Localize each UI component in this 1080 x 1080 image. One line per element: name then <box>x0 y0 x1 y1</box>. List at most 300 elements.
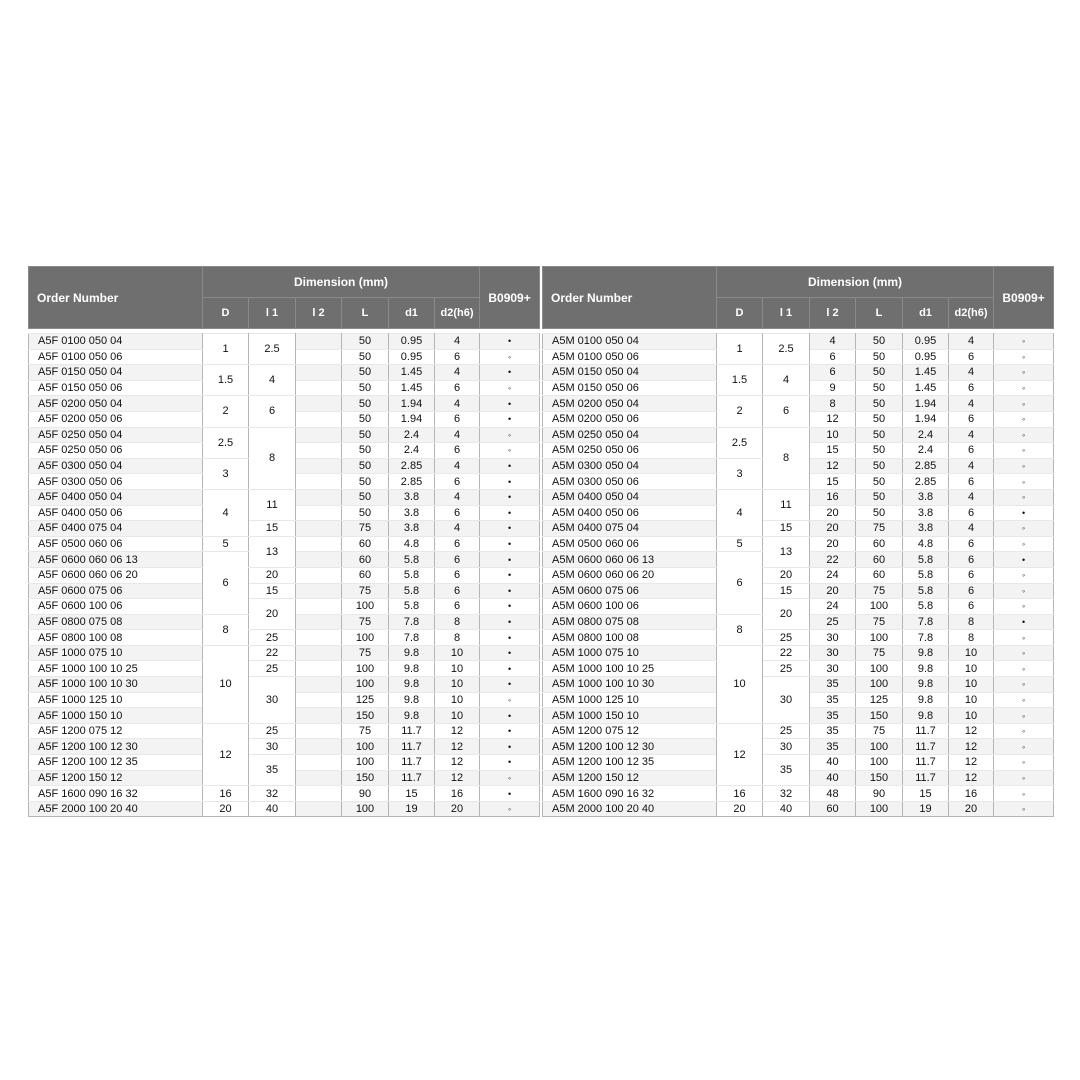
order-number-cell: A5M 0300 050 04 <box>543 458 717 474</box>
order-number-cell: A5F 0400 050 04 <box>29 489 203 505</box>
d2-cell: 4 <box>435 521 480 537</box>
d1-cell: 9.8 <box>903 677 949 693</box>
order-number-cell: A5F 0300 050 04 <box>29 458 203 474</box>
d1-cell: 9.8 <box>389 677 435 693</box>
table-row <box>29 365 540 381</box>
l1-cell: 25 <box>249 723 296 739</box>
order-number-cell: A5F 1600 090 16 32 <box>29 786 203 802</box>
l1-cell: 22 <box>763 645 810 661</box>
col-L-header: L <box>342 298 389 329</box>
availability-cell: • <box>480 599 540 615</box>
table-row <box>29 677 540 693</box>
table-row <box>543 786 1054 802</box>
d1-cell: 11.7 <box>903 770 949 786</box>
L-cell: 125 <box>856 692 903 708</box>
d1-cell: 11.7 <box>389 739 435 755</box>
D-cell: 16 <box>203 786 249 802</box>
availability-cell: • <box>480 583 540 599</box>
order-number-cell: A5F 1000 075 10 <box>29 645 203 661</box>
D-cell: 1.5 <box>717 365 763 396</box>
order-number-cell: A5F 1200 075 12 <box>29 723 203 739</box>
d1-cell: 1.94 <box>389 396 435 412</box>
l1-cell: 32 <box>249 786 296 802</box>
order-number-cell: A5F 0600 060 06 20 <box>29 567 203 583</box>
order-number-cell: A5F 0200 050 06 <box>29 411 203 427</box>
d1-cell: 0.95 <box>389 349 435 365</box>
table-row <box>29 567 540 583</box>
availability-cell: • <box>480 755 540 771</box>
order-number-cell: A5M 0600 060 06 20 <box>543 567 717 583</box>
L-cell: 100 <box>342 661 389 677</box>
table-row <box>29 801 540 817</box>
D-cell: 6 <box>717 552 763 614</box>
col-l1-header: l 1 <box>249 298 296 329</box>
d1-cell: 3.8 <box>903 489 949 505</box>
availability-cell: • <box>480 645 540 661</box>
d1-cell: 4.8 <box>389 536 435 552</box>
order-number-cell: A5M 1200 100 12 35 <box>543 755 717 771</box>
d2-cell: 6 <box>435 599 480 615</box>
l2-cell: 15 <box>810 443 856 459</box>
D-cell: 3 <box>717 458 763 489</box>
l2-cell: 4 <box>810 334 856 350</box>
availability-cell: ◦ <box>994 474 1054 490</box>
L-cell: 50 <box>856 349 903 365</box>
d2-cell: 10 <box>435 645 480 661</box>
l2-cell <box>296 614 342 630</box>
order-number-cell: A5M 0250 050 04 <box>543 427 717 443</box>
l1-cell: 6 <box>763 396 810 427</box>
l2-cell <box>296 411 342 427</box>
L-cell: 100 <box>856 661 903 677</box>
d2-cell: 6 <box>949 599 994 615</box>
d2-cell: 12 <box>949 755 994 771</box>
availability-cell: • <box>480 708 540 724</box>
l2-cell <box>296 661 342 677</box>
L-cell: 50 <box>342 334 389 350</box>
availability-cell: ◦ <box>480 427 540 443</box>
col-d2-header: d2(h6) <box>435 298 480 329</box>
L-cell: 90 <box>856 786 903 802</box>
D-cell: 6 <box>203 552 249 614</box>
l2-cell <box>296 567 342 583</box>
d2-cell: 8 <box>435 630 480 646</box>
d2-cell: 4 <box>949 365 994 381</box>
d1-cell: 3.8 <box>389 505 435 521</box>
l1-cell: 11 <box>763 489 810 520</box>
l1-cell: 6 <box>249 396 296 427</box>
L-cell: 150 <box>342 770 389 786</box>
l2-cell: 48 <box>810 786 856 802</box>
table-row <box>543 583 1054 599</box>
availability-cell: • <box>480 567 540 583</box>
l1-cell: 40 <box>763 801 810 817</box>
d2-cell: 4 <box>949 427 994 443</box>
order-number-cell: A5F 1000 100 10 25 <box>29 661 203 677</box>
order-number-cell: A5M 1000 075 10 <box>543 645 717 661</box>
d1-cell: 15 <box>903 786 949 802</box>
D-cell: 2.5 <box>203 427 249 458</box>
d2-cell: 8 <box>949 630 994 646</box>
availability-cell: • <box>480 489 540 505</box>
L-cell: 100 <box>342 630 389 646</box>
d1-cell: 3.8 <box>389 521 435 537</box>
d1-cell: 2.85 <box>389 458 435 474</box>
d1-cell: 7.8 <box>903 614 949 630</box>
D-cell: 4 <box>717 489 763 536</box>
L-cell: 75 <box>856 583 903 599</box>
table-row <box>543 521 1054 537</box>
d2-cell: 6 <box>435 567 480 583</box>
table-row <box>543 630 1054 646</box>
L-cell: 100 <box>856 599 903 615</box>
table-row <box>543 427 1054 443</box>
l2-cell <box>296 380 342 396</box>
l2-cell: 24 <box>810 599 856 615</box>
D-cell: 8 <box>203 614 249 645</box>
table-row <box>29 786 540 802</box>
table-row <box>29 755 540 771</box>
D-cell: 12 <box>203 723 249 785</box>
l2-cell: 25 <box>810 614 856 630</box>
availability-cell: ◦ <box>994 661 1054 677</box>
order-number-cell: A5F 0150 050 06 <box>29 380 203 396</box>
l1-cell: 15 <box>763 521 810 537</box>
order-number-cell: A5M 0800 100 08 <box>543 630 717 646</box>
d2-cell: 12 <box>435 770 480 786</box>
d2-cell: 4 <box>435 427 480 443</box>
table-row <box>543 801 1054 817</box>
availability-cell: ◦ <box>994 801 1054 817</box>
l2-cell: 8 <box>810 396 856 412</box>
l1-cell: 13 <box>249 536 296 567</box>
availability-cell: • <box>480 396 540 412</box>
L-cell: 100 <box>856 755 903 771</box>
d1-cell: 11.7 <box>903 723 949 739</box>
L-cell: 50 <box>856 489 903 505</box>
L-cell: 100 <box>342 801 389 817</box>
order-number-cell: A5F 2000 100 20 40 <box>29 801 203 817</box>
L-cell: 150 <box>856 770 903 786</box>
l1-cell: 30 <box>763 739 810 755</box>
l2-cell: 12 <box>810 458 856 474</box>
l2-cell <box>296 443 342 459</box>
availability-cell: ◦ <box>994 786 1054 802</box>
l1-cell: 25 <box>763 723 810 739</box>
L-cell: 50 <box>856 411 903 427</box>
l1-cell: 20 <box>249 567 296 583</box>
table-row <box>29 630 540 646</box>
d1-cell: 19 <box>903 801 949 817</box>
table-row <box>29 427 540 443</box>
order-number-cell: A5M 0500 060 06 <box>543 536 717 552</box>
d1-cell: 2.4 <box>903 427 949 443</box>
dimension-header: Dimension (mm) <box>203 267 480 298</box>
l1-cell: 8 <box>763 427 810 489</box>
table-row <box>29 645 540 661</box>
table-row <box>543 739 1054 755</box>
L-cell: 50 <box>342 427 389 443</box>
d2-cell: 6 <box>435 552 480 568</box>
l2-cell <box>296 458 342 474</box>
availability-cell: ◦ <box>994 536 1054 552</box>
l2-cell <box>296 599 342 615</box>
d1-cell: 1.45 <box>389 380 435 396</box>
D-cell: 2.5 <box>717 427 763 458</box>
D-cell: 10 <box>203 645 249 723</box>
availability-header: B0909+ <box>480 267 540 329</box>
L-cell: 50 <box>856 427 903 443</box>
l1-cell: 32 <box>763 786 810 802</box>
col-l2-header: l 2 <box>296 298 342 329</box>
L-cell: 100 <box>342 599 389 615</box>
availability-cell: • <box>480 505 540 521</box>
availability-cell: ◦ <box>994 770 1054 786</box>
d2-cell: 6 <box>949 349 994 365</box>
d2-cell: 6 <box>949 443 994 459</box>
L-cell: 100 <box>856 801 903 817</box>
d2-cell: 4 <box>435 334 480 350</box>
table-row <box>29 536 540 552</box>
d2-cell: 6 <box>435 380 480 396</box>
l2-cell: 6 <box>810 349 856 365</box>
availability-cell: • <box>480 334 540 350</box>
d2-cell: 6 <box>949 380 994 396</box>
d1-cell: 5.8 <box>903 567 949 583</box>
order-number-cell: A5F 1000 150 10 <box>29 708 203 724</box>
D-cell: 20 <box>203 801 249 817</box>
order-number-cell: A5M 1000 150 10 <box>543 708 717 724</box>
availability-cell: ◦ <box>994 521 1054 537</box>
L-cell: 100 <box>856 739 903 755</box>
d2-cell: 12 <box>435 755 480 771</box>
order-number-cell: A5M 0400 050 06 <box>543 505 717 521</box>
order-number-cell: A5F 0400 050 06 <box>29 505 203 521</box>
d2-cell: 6 <box>949 505 994 521</box>
L-cell: 75 <box>856 723 903 739</box>
D-cell: 1.5 <box>203 365 249 396</box>
L-cell: 125 <box>342 692 389 708</box>
order-number-cell: A5M 2000 100 20 40 <box>543 801 717 817</box>
L-cell: 50 <box>856 458 903 474</box>
d1-cell: 9.8 <box>389 708 435 724</box>
availability-cell: ◦ <box>994 630 1054 646</box>
d1-cell: 9.8 <box>389 692 435 708</box>
availability-header: B0909+ <box>994 267 1054 329</box>
l1-cell: 4 <box>249 365 296 396</box>
D-cell: 1 <box>717 334 763 365</box>
d2-cell: 10 <box>435 708 480 724</box>
order-number-cell: A5M 0400 050 04 <box>543 489 717 505</box>
availability-cell: • <box>480 723 540 739</box>
col-L-header: L <box>856 298 903 329</box>
d2-cell: 6 <box>949 474 994 490</box>
order-number-cell: A5M 1200 075 12 <box>543 723 717 739</box>
l2-cell: 9 <box>810 380 856 396</box>
l1-cell: 35 <box>763 755 810 786</box>
order-number-cell: A5M 1200 150 12 <box>543 770 717 786</box>
d1-cell: 9.8 <box>903 692 949 708</box>
d2-cell: 10 <box>949 708 994 724</box>
L-cell: 50 <box>856 334 903 350</box>
table-row <box>543 536 1054 552</box>
d1-cell: 5.8 <box>903 583 949 599</box>
d1-cell: 3.8 <box>389 489 435 505</box>
order-number-header: Order Number <box>543 267 717 329</box>
order-number-cell: A5M 0200 050 04 <box>543 396 717 412</box>
d1-cell: 0.95 <box>903 334 949 350</box>
d2-cell: 12 <box>435 739 480 755</box>
d2-cell: 6 <box>949 567 994 583</box>
d2-cell: 20 <box>949 801 994 817</box>
l2-cell <box>296 349 342 365</box>
d1-cell: 5.8 <box>903 552 949 568</box>
l2-cell <box>296 521 342 537</box>
col-d2-header: d2(h6) <box>949 298 994 329</box>
availability-cell: ◦ <box>480 770 540 786</box>
order-number-cell: A5F 0600 060 06 13 <box>29 552 203 568</box>
l2-cell: 12 <box>810 411 856 427</box>
d2-cell: 10 <box>435 661 480 677</box>
l2-cell <box>296 770 342 786</box>
L-cell: 50 <box>856 380 903 396</box>
l2-cell <box>296 536 342 552</box>
D-cell: 3 <box>203 458 249 489</box>
availability-cell: ◦ <box>994 443 1054 459</box>
availability-cell: ◦ <box>994 411 1054 427</box>
d1-cell: 0.95 <box>903 349 949 365</box>
order-number-cell: A5M 1200 100 12 30 <box>543 739 717 755</box>
D-cell: 5 <box>717 536 763 552</box>
d2-cell: 4 <box>435 489 480 505</box>
availability-cell: ◦ <box>994 380 1054 396</box>
order-number-cell: A5M 0300 050 06 <box>543 474 717 490</box>
l2-cell: 20 <box>810 536 856 552</box>
L-cell: 50 <box>342 505 389 521</box>
d1-cell: 1.45 <box>903 380 949 396</box>
order-number-cell: A5M 1600 090 16 32 <box>543 786 717 802</box>
order-number-cell: A5M 1000 100 10 30 <box>543 677 717 693</box>
availability-cell: ◦ <box>480 692 540 708</box>
order-number-cell: A5F 0150 050 04 <box>29 365 203 381</box>
d2-cell: 4 <box>949 396 994 412</box>
L-cell: 100 <box>856 677 903 693</box>
L-cell: 100 <box>342 677 389 693</box>
d1-cell: 9.8 <box>389 645 435 661</box>
table-row <box>543 677 1054 693</box>
l2-cell <box>296 801 342 817</box>
l1-cell: 22 <box>249 645 296 661</box>
D-cell: 2 <box>203 396 249 427</box>
order-number-cell: A5M 0400 075 04 <box>543 521 717 537</box>
order-number-cell: A5F 0800 075 08 <box>29 614 203 630</box>
l2-cell <box>296 677 342 693</box>
L-cell: 100 <box>342 739 389 755</box>
availability-cell: • <box>480 614 540 630</box>
l1-cell: 2.5 <box>249 334 296 365</box>
order-number-cell: A5F 1200 100 12 35 <box>29 755 203 771</box>
availability-cell: ◦ <box>994 739 1054 755</box>
d1-cell: 9.8 <box>389 661 435 677</box>
order-number-cell: A5F 0250 050 04 <box>29 427 203 443</box>
d1-cell: 2.4 <box>389 427 435 443</box>
l2-cell: 30 <box>810 661 856 677</box>
d1-cell: 7.8 <box>389 630 435 646</box>
l1-cell: 25 <box>249 661 296 677</box>
l1-cell: 35 <box>249 755 296 786</box>
d2-cell: 12 <box>949 770 994 786</box>
availability-cell: ◦ <box>994 567 1054 583</box>
col-l2-header: l 2 <box>810 298 856 329</box>
d2-cell: 4 <box>949 458 994 474</box>
l2-cell <box>296 786 342 802</box>
order-number-cell: A5M 0150 050 04 <box>543 365 717 381</box>
L-cell: 75 <box>856 645 903 661</box>
left-product-table <box>28 266 540 817</box>
order-number-cell: A5F 1200 150 12 <box>29 770 203 786</box>
l2-cell <box>296 427 342 443</box>
L-cell: 75 <box>342 614 389 630</box>
order-number-cell: A5M 0600 060 06 13 <box>543 552 717 568</box>
d2-cell: 4 <box>949 521 994 537</box>
l2-cell <box>296 334 342 350</box>
l2-cell <box>296 474 342 490</box>
table-row <box>29 723 540 739</box>
l2-cell <box>296 396 342 412</box>
order-number-cell: A5M 0150 050 06 <box>543 380 717 396</box>
d1-cell: 11.7 <box>389 755 435 771</box>
table-row <box>543 661 1054 677</box>
availability-cell: ◦ <box>994 599 1054 615</box>
D-cell: 4 <box>203 489 249 536</box>
l1-cell: 20 <box>763 567 810 583</box>
d1-cell: 11.7 <box>903 739 949 755</box>
l1-cell: 40 <box>249 801 296 817</box>
table-row <box>29 334 540 350</box>
availability-cell: ◦ <box>994 755 1054 771</box>
l2-cell: 22 <box>810 552 856 568</box>
order-number-cell: A5M 0100 050 06 <box>543 349 717 365</box>
d2-cell: 4 <box>435 458 480 474</box>
l2-cell: 35 <box>810 723 856 739</box>
order-number-cell: A5F 0600 100 06 <box>29 599 203 615</box>
l2-cell: 40 <box>810 770 856 786</box>
L-cell: 60 <box>342 567 389 583</box>
table-row <box>29 521 540 537</box>
table-row <box>29 599 540 615</box>
l1-cell: 30 <box>249 677 296 724</box>
availability-cell: ◦ <box>994 365 1054 381</box>
L-cell: 90 <box>342 786 389 802</box>
d1-cell: 19 <box>389 801 435 817</box>
l1-cell: 25 <box>763 661 810 677</box>
availability-cell: ◦ <box>994 396 1054 412</box>
l1-cell: 15 <box>763 583 810 599</box>
col-d1-header: d1 <box>389 298 435 329</box>
d2-cell: 16 <box>949 786 994 802</box>
l1-cell: 15 <box>249 583 296 599</box>
availability-cell: ◦ <box>994 645 1054 661</box>
d1-cell: 2.85 <box>389 474 435 490</box>
d1-cell: 7.8 <box>389 614 435 630</box>
d2-cell: 6 <box>949 411 994 427</box>
d2-cell: 4 <box>949 489 994 505</box>
order-number-cell: A5F 1000 125 10 <box>29 692 203 708</box>
availability-cell: ◦ <box>994 489 1054 505</box>
order-number-cell: A5F 0800 100 08 <box>29 630 203 646</box>
L-cell: 75 <box>342 723 389 739</box>
L-cell: 50 <box>342 349 389 365</box>
